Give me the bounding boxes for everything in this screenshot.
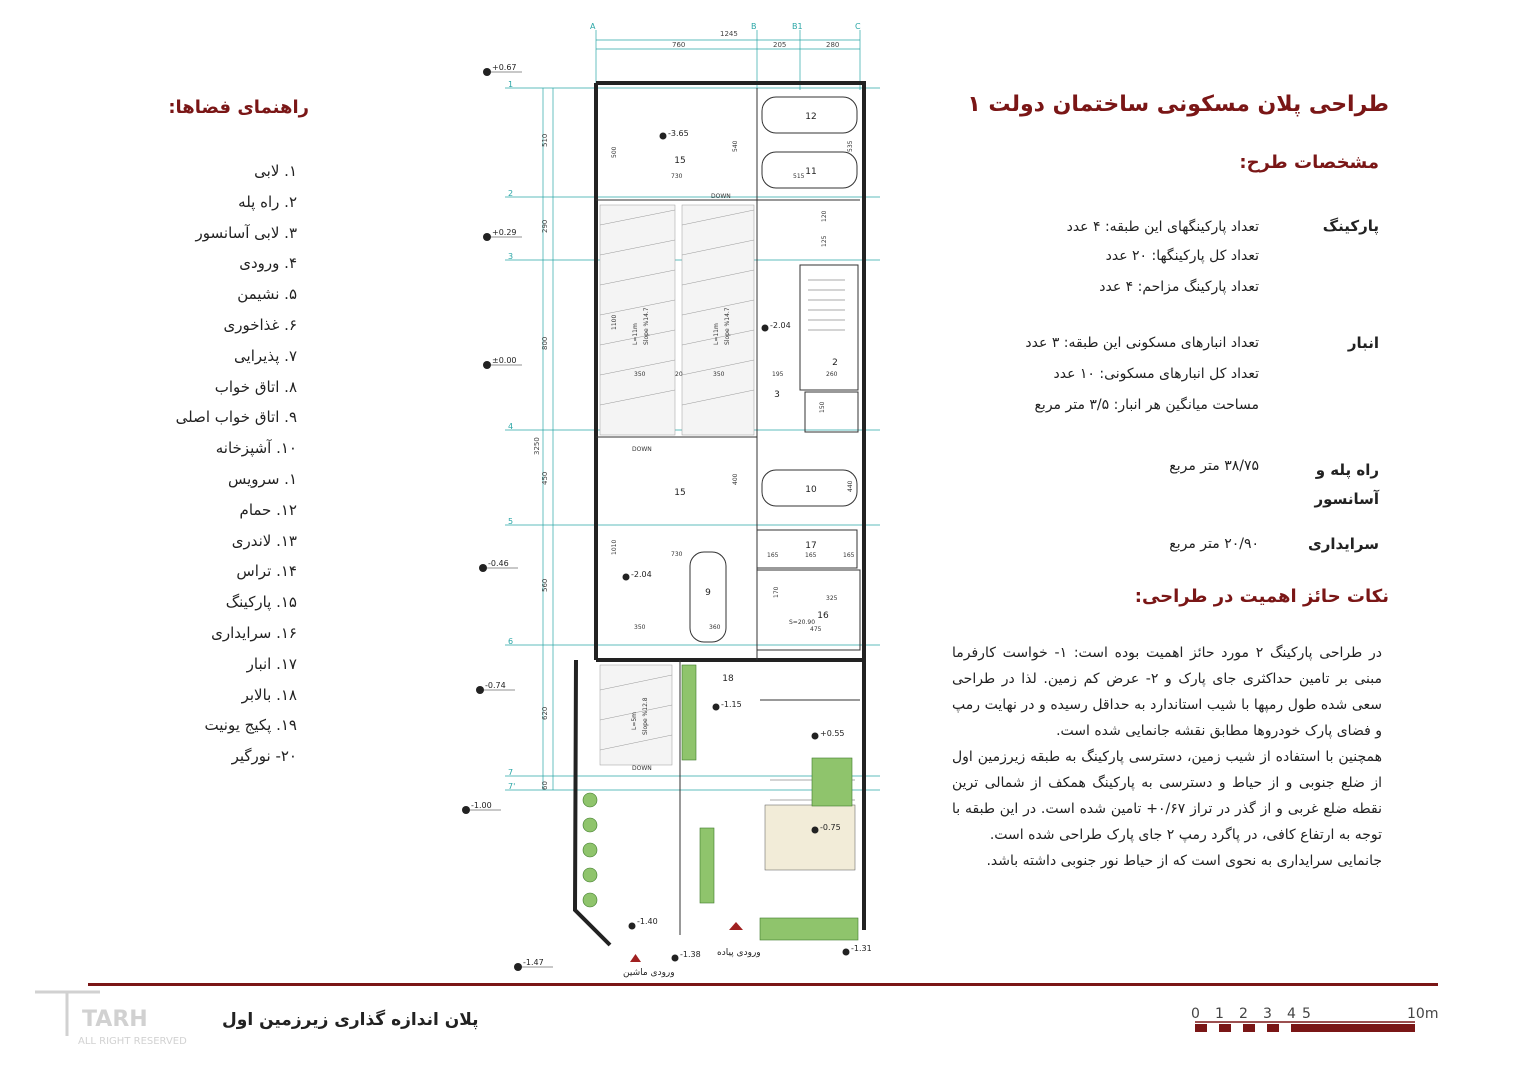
grid-row-label: 1 [508, 80, 514, 89]
car-number: 11 [805, 167, 817, 177]
svg-text:-0.46: -0.46 [488, 559, 509, 568]
grid-col-label: C [855, 22, 861, 31]
legend-item: ۱. سرویس [228, 469, 297, 488]
grid-row-label: 2 [508, 189, 514, 198]
car-entry-label: ورودی ماشین [623, 968, 675, 978]
spec-line: مساحت میانگین هر انبار: ۳/۵ متر مربع [1034, 397, 1259, 413]
level-marker [660, 129, 689, 140]
dim-label: 165 [767, 552, 779, 559]
legend-title: راهنمای فضاها: [168, 97, 309, 118]
dim-label: 620 [541, 706, 549, 720]
svg-text:-3.65: -3.65 [668, 129, 689, 138]
car-number: 10 [805, 485, 817, 495]
level-marker [462, 801, 501, 814]
room-label: 16 [817, 611, 829, 621]
level-marker [713, 700, 742, 711]
level-marker [476, 681, 515, 694]
ramp-text: L=11m [713, 323, 720, 345]
dim-label: 560 [541, 578, 549, 592]
svg-text:-1.38: -1.38 [680, 950, 701, 959]
legend-item: ۳. لابی آسانسور [195, 223, 297, 242]
dim-label: 195 [772, 371, 784, 378]
grid-col-label: A [590, 22, 596, 31]
dim-label: 3250 [533, 437, 541, 455]
watermark-rights: ALL RIGHT RESERVED [78, 1036, 187, 1047]
legend-item: ۱۳. لاندری [231, 531, 297, 550]
spec-line: تعداد پارکینگ مزاحم: ۴ عدد [1099, 279, 1259, 295]
scale-tick: 2 [1239, 1006, 1248, 1022]
watermark-brand: TARH [82, 1007, 148, 1032]
svg-text:-0.75: -0.75 [820, 823, 841, 832]
legend-item: ۱۷. انبار [246, 654, 297, 673]
dim-label: 120 [821, 210, 828, 222]
legend-item: ۱۰. آشپزخانه [215, 439, 297, 458]
grid-row-label: 5 [508, 517, 514, 526]
spec-category-caretaker: سرایداری [1307, 535, 1379, 553]
dim-label: 1010 [611, 539, 618, 555]
level-marker [483, 356, 522, 369]
grid-row-label: 7' [508, 782, 516, 791]
svg-text:-1.00: -1.00 [471, 801, 492, 810]
down-label: DOWN [632, 446, 652, 453]
room-label: 3 [774, 390, 780, 400]
notes-body [952, 640, 1382, 874]
legend-item: ۴. ورودی [239, 254, 297, 273]
room-label: 15 [674, 156, 686, 166]
room-label: 2 [832, 358, 838, 368]
dim-label: 360 [709, 624, 721, 631]
dim-label: 1245 [720, 30, 738, 38]
scale-tick: 1 [1215, 1006, 1224, 1022]
ramp-text: L=11m [632, 323, 639, 345]
grid-row-label: 6 [508, 637, 514, 646]
pedestrian-entry-label: ورودی پیاده [717, 948, 761, 958]
dim-label: 150 [819, 401, 826, 413]
grid-col-label: B [751, 22, 757, 31]
spec-category-storage: انبار [1347, 334, 1379, 352]
svg-text:-1.31: -1.31 [851, 944, 872, 953]
note-paragraph: همچنین با استفاده از شیب زمین، دسترسی پارکینگ به طبقه زیرزمین اول از ضلع جنوبی و از حیاط و دسترسی به پارکینگ همکف از شمالی ترین نقطه ضلع غربی و از گذر در تراز ۰/۶۷+ تامین شده است. در این طبقه با توجه به ارتفاع کافی، در پاگرد رمپ ۲ جای پارک طراحی شده است. [952, 749, 1382, 843]
down-label: DOWN [711, 193, 731, 200]
grid-row-label: 3 [508, 252, 514, 261]
level-marker [843, 944, 872, 956]
note-paragraph: در طراحی پارکینگ ۲ مورد حائز اهمیت بوده است: ۱- خواست کارفرما مبنی بر تامین حداکثری جای پارک و ۲- عرض کم زمین. لذا در طراحی سعی شده طول رمپها با شیب استاندارد به حداقل رسیده و در نهایت رمپ و فضای پارک خودروها مطابق نقشه جانمایی شده است. [952, 645, 1382, 739]
ramp-text: Slope %12.8 [642, 697, 649, 735]
dim-label: 290 [541, 219, 549, 233]
room-label: 15 [674, 488, 686, 498]
spec-line: تعداد کل انبارهای مسکونی: ۱۰ عدد [1053, 366, 1259, 382]
svg-text:±0.00: ±0.00 [492, 356, 517, 365]
scale-tick: 3 [1263, 1006, 1272, 1022]
spec-line: تعداد کل پارکینگها: ۲۰ عدد [1105, 248, 1259, 264]
scale-tick: 5 [1302, 1006, 1311, 1022]
dim-label: 515 [793, 173, 805, 180]
level-marker [479, 559, 518, 572]
scale-end-label: 10m [1407, 1006, 1439, 1022]
dim-label: 1100 [611, 314, 618, 330]
svg-text:-0.74: -0.74 [485, 681, 506, 690]
legend-item: ۱. لابی [254, 162, 297, 180]
dim-label: 280 [826, 41, 840, 49]
spec-line: ۲۰/۹۰ متر مربع [1169, 536, 1259, 552]
spec-category-parking: پارکینگ [1322, 217, 1379, 235]
legend-item: ۲۰- نورگیر [231, 747, 297, 766]
level-marker [762, 321, 791, 332]
car-number: 12 [805, 112, 817, 122]
dim-label: 475 [810, 626, 822, 633]
dim-label: 535 [847, 140, 854, 152]
dim-label: 350 [634, 624, 646, 631]
legend-item: ۱۲. حمام [239, 500, 297, 519]
svg-text:+0.55: +0.55 [820, 729, 845, 738]
ramp-text: L=5m [631, 711, 638, 730]
legend-item: ۱۴. تراس [236, 562, 297, 581]
ramp-text: Slope %14.7 [724, 307, 731, 345]
dim-label: 170 [773, 586, 780, 598]
svg-text:-1.15: -1.15 [721, 700, 742, 709]
spec-line: ۳۸/۷۵ متر مربع [1169, 458, 1259, 474]
legend-item: ۵. نشیمن [237, 285, 297, 304]
dim-label: 510 [541, 133, 549, 147]
spec-category-stair-elevator: راه پله و آسانسور [1314, 461, 1379, 508]
room-label: 18 [722, 674, 734, 684]
legend-item: ۹. اتاق خواب اصلی [175, 408, 297, 427]
svg-text:+0.29: +0.29 [492, 228, 517, 237]
level-marker [629, 917, 658, 930]
dim-label: 205 [773, 41, 787, 49]
legend-item: ۱۶. سرایداری [211, 623, 297, 642]
dim-label: 325 [826, 595, 838, 602]
dim-label: 350 [634, 371, 646, 378]
legend-item: ۱۵. پارکینگ [225, 593, 297, 612]
ramp-text: Slope %14.7 [643, 307, 650, 345]
legend-item: ۷. پذیرایی [234, 346, 297, 365]
car-number: 9 [705, 588, 711, 598]
svg-text:-1.40: -1.40 [637, 917, 658, 926]
dim-label: 450 [541, 471, 549, 485]
dim-label: 20 [675, 371, 683, 378]
legend-item: ۱۹. پکیج یونیت [204, 716, 297, 735]
plan-title: پلان اندازه گذاری زیرزمین اول [222, 1010, 479, 1030]
dim-label: 400 [732, 473, 739, 485]
dim-label: 730 [671, 173, 683, 180]
spec-line: تعداد انبارهای مسکونی این طبقه: ۳ عدد [1025, 335, 1259, 351]
area-label: S=20.90 [789, 619, 816, 626]
down-label: DOWN [632, 765, 652, 772]
dim-label: 350 [713, 371, 725, 378]
grid-col-label: B1 [792, 22, 803, 31]
grid-row-label: 7 [508, 768, 514, 777]
grid-row-label: 4 [508, 422, 514, 431]
note-paragraph: جانمایی سرایداری به نحوی است که از حیاط نور جنوبی داشته باشد. [986, 853, 1382, 869]
watermark-logo [30, 986, 230, 1048]
page-title: طراحی پلان مسکونی ساختمان دولت ۱ [967, 92, 1389, 117]
specs-heading: مشخصات طرح: [1239, 152, 1379, 173]
dim-label: 125 [821, 235, 828, 247]
dim-label: 260 [826, 371, 838, 378]
dim-label: 440 [847, 480, 854, 492]
dim-label: 165 [805, 552, 817, 559]
level-marker [483, 63, 522, 76]
room-label: 17 [805, 541, 817, 551]
dim-label: 730 [671, 551, 683, 558]
dim-label: 540 [732, 140, 739, 152]
level-marker [483, 228, 522, 241]
legend-list [176, 156, 297, 772]
scale-tick: 0 [1191, 1006, 1200, 1022]
legend-item: ۲. راه پله [238, 192, 297, 211]
scale-tick: 4 [1287, 1006, 1296, 1022]
legend-item: ۱۸. بالابر [241, 685, 297, 704]
level-marker [672, 950, 701, 962]
dim-label: 800 [541, 336, 549, 350]
dim-label: 500 [611, 146, 618, 158]
svg-text:+0.67: +0.67 [492, 63, 517, 72]
dim-label: 60 [541, 781, 549, 790]
legend-item: ۶. غذاخوری [223, 315, 297, 334]
legend-item: ۸. اتاق خواب [214, 377, 297, 396]
level-marker [623, 570, 652, 581]
bottom-divider [88, 983, 1438, 986]
level-marker [514, 958, 553, 971]
spec-line: تعداد پارکینگهای این طبقه: ۴ عدد [1066, 219, 1259, 235]
dim-label: 760 [672, 41, 686, 49]
svg-text:-2.04: -2.04 [770, 321, 791, 330]
notes-heading: نکات حائز اهمیت در طراحی: [1134, 586, 1389, 607]
floor-plan-drawing [440, 15, 910, 990]
level-marker [812, 729, 845, 740]
svg-text:-2.04: -2.04 [631, 570, 652, 579]
svg-text:-1.47: -1.47 [523, 958, 544, 967]
scale-bar [1185, 1000, 1445, 1045]
dim-label: 165 [843, 552, 855, 559]
